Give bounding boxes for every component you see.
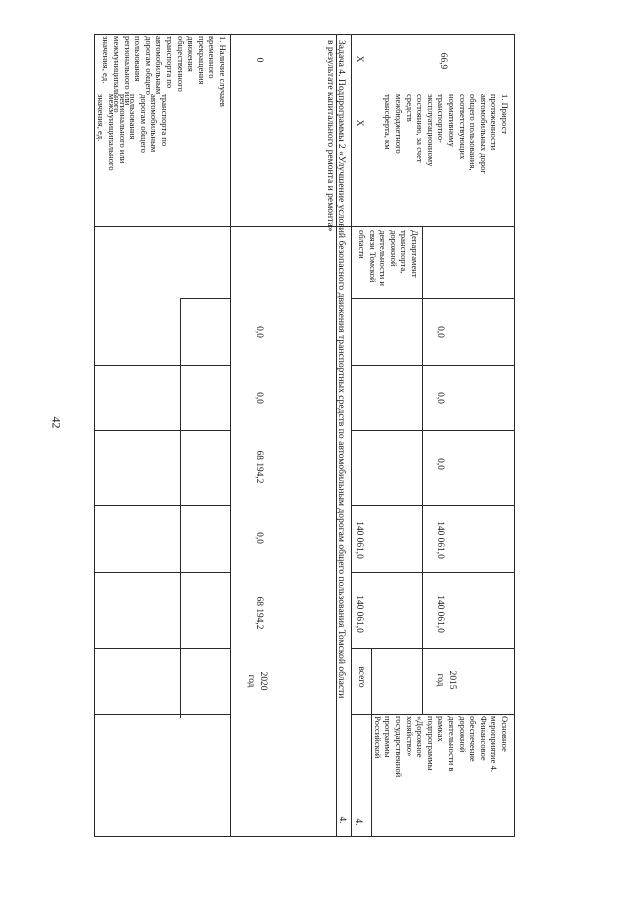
x-mark-1: X xyxy=(354,119,364,127)
federal-all-value: 140 061,0 xyxy=(354,521,364,559)
activity-description: Основное мероприятие 4. Финансовое обеспечение дорожной деятельности в рамках подпрограммы «Дорожное хозяйство» государственной программы Российской xyxy=(372,716,510,778)
upper-year: 2020 год xyxy=(246,671,268,691)
lower-number: 4. xyxy=(354,818,364,826)
upper-local-value: 0,0 xyxy=(254,392,264,404)
upper-regional-value: 68 194,2 xyxy=(254,450,264,484)
upper-other-value: 0,0 xyxy=(254,326,264,338)
period-all: всего xyxy=(356,666,366,688)
task-number: 4. xyxy=(338,816,348,824)
indicator-text-lower: 1. Прирост протяженности автомобильных дорог общего пользования, соответствующих нормативному транспортно- эксплуатационному состоянию, за счет средств межбюджетного трансферта, км xyxy=(383,94,510,174)
lower-regional-value: 0,0 xyxy=(435,458,445,470)
upper-total-value: 68 194,2 xyxy=(254,596,264,630)
lower-other-value: 0,0 xyxy=(435,326,445,338)
indicator-text-2: 1. Наличие случаев временного прекращения движения общественного транспорта по автомобильным дорогам общего пользования регионального или межмуниципального значения, ед. xyxy=(101,36,228,113)
lower-local-value: 0,0 xyxy=(435,392,445,404)
lower-year: 2015 год xyxy=(435,670,457,690)
page-number: 42 xyxy=(49,416,64,429)
lower-federal-value: 140 061,0 xyxy=(435,521,445,559)
upper-federal-value: 0,0 xyxy=(254,532,264,544)
indicator-2-value: 0 xyxy=(254,57,264,63)
lower-total-value: 140 061,0 xyxy=(435,595,445,633)
total-all-value: 140 061,0 xyxy=(354,595,364,633)
indicator-text-continued: транспорта по автомобильным дорогам общего пользования регионального или межмуниципального значения, ед. xyxy=(96,94,170,171)
executor-department: Департамент транспорта, дорожной деятельности и связи Томской области xyxy=(357,230,420,286)
x-mark-2: X xyxy=(354,55,364,63)
indicator-lower-value: 66,9 xyxy=(438,52,448,70)
task-heading: Задача 4. Подпрограммы 2 «Улучшение условий безопасного движения транспортных средств по автомобильным дорогам общего пользования Томской области в результате капитального ремонта и ремонта» xyxy=(325,40,347,699)
